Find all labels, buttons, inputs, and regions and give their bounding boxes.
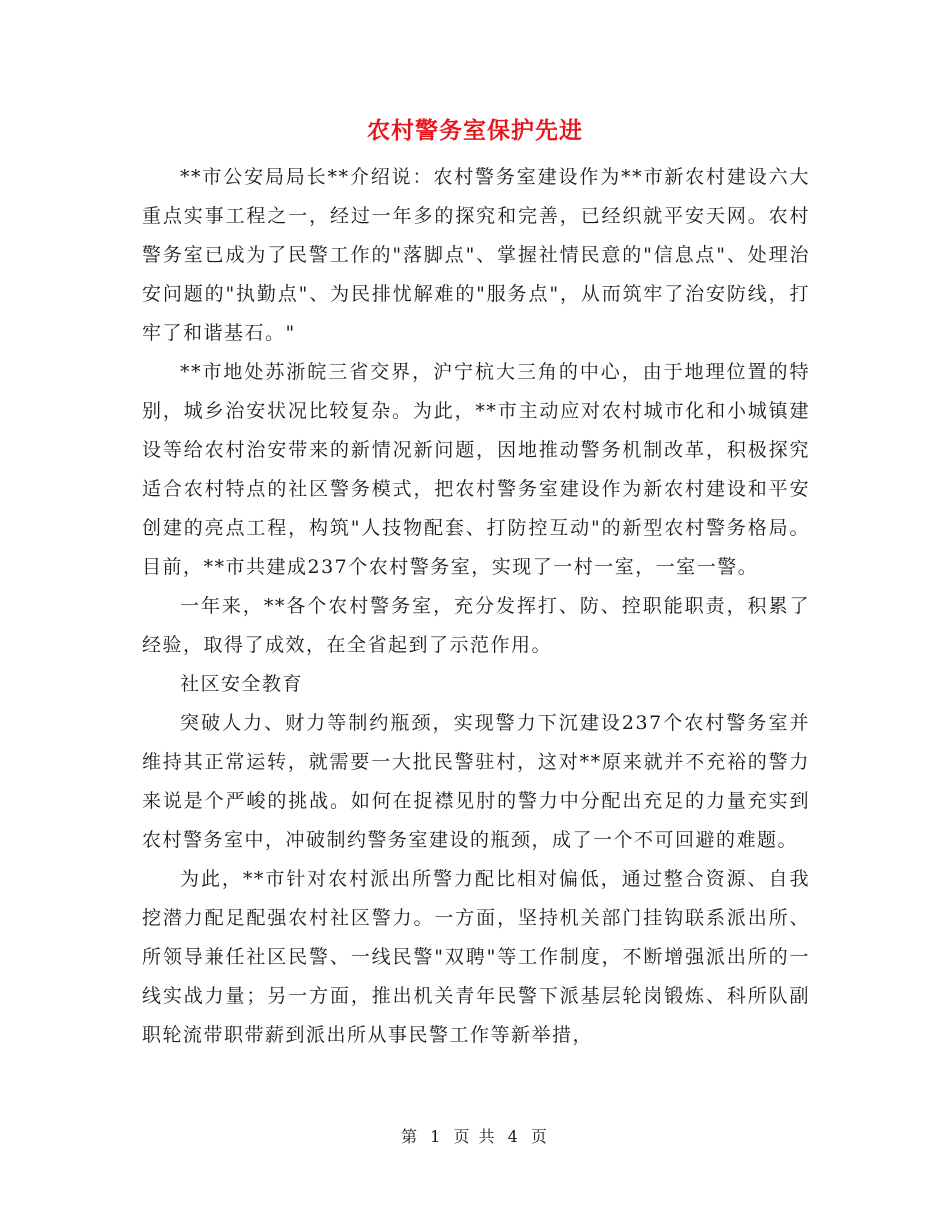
document-title: 农村警务室保护先进 <box>367 118 583 144</box>
paragraph-3: 一年来，**各个农村警务室，充分发挥打、防、控职能职责，积累了经验，取得了成效，在全省起到了示范作用。 <box>142 595 810 656</box>
paragraph-2: **市地处苏浙皖三省交界，沪宁杭大三角的中心，由于地理位置的特别，城乡治安状况比较复杂。为此，**市主动应对农村城市化和小城镇建设等给农村治安带来的新情况新问题，因地推动警务机制改革，积极探究适合农村特点的社区警务模式，把农村警务室建设作为新农村建设和平安创建的亮点工程，构筑"人技物配套、打防控互动"的新型农村警务格局。目前，**市共建成237个农村警务室，实现了一村一室，一室一警。 <box>142 361 810 578</box>
footer-suffix: 页 <box>530 1127 549 1146</box>
paragraph-5: 为此，**市针对农村派出所警力配比相对偏低，通过整合资源、自我挖潜力配足配强农村社区警力。一方面，坚持机关部门挂钩联系派出所、所领导兼任社区民警、一线民警"双聘"等工作制度，不断增强派出所的一线实战力量；另一方面，推出机关青年民警下派基层轮岗锻炼、科所队副职轮流带职带薪到派出所从事民警工作等新举措， <box>142 868 810 1046</box>
footer-middle: 页 共 <box>453 1127 497 1146</box>
page-footer <box>0 1124 950 1147</box>
section-heading: 社区安全教育 <box>180 673 304 695</box>
footer-page-number: 1 <box>430 1127 443 1146</box>
footer-prefix: 第 <box>401 1127 420 1146</box>
document-body <box>142 158 810 1055</box>
footer-total-pages: 4 <box>507 1127 520 1146</box>
paragraph-1: **市公安局局长**介绍说：农村警务室建设作为**市新农村建设六大重点实事工程之一，经过一年多的探究和完善，已经织就平安天网。农村警务室已成为了民警工作的"落脚点"、掌握社情民意的"信息点"、处理治安问题的"执勤点"、为民排忧解难的"服务点"，从而筑牢了治安防线，打牢了和谐基石。" <box>142 166 810 344</box>
paragraph-4: 突破人力、财力等制约瓶颈，实现警力下沉建设237个农村警务室并维持其正常运转，就需要一大批民警驻村，这对**原来就并不充裕的警力来说是个严峻的挑战。如何在捉襟见肘的警力中分配出充足的力量充实到农村警务室中，冲破制约警务室建设的瓶颈，成了一个不可回避的难题。 <box>142 712 810 851</box>
